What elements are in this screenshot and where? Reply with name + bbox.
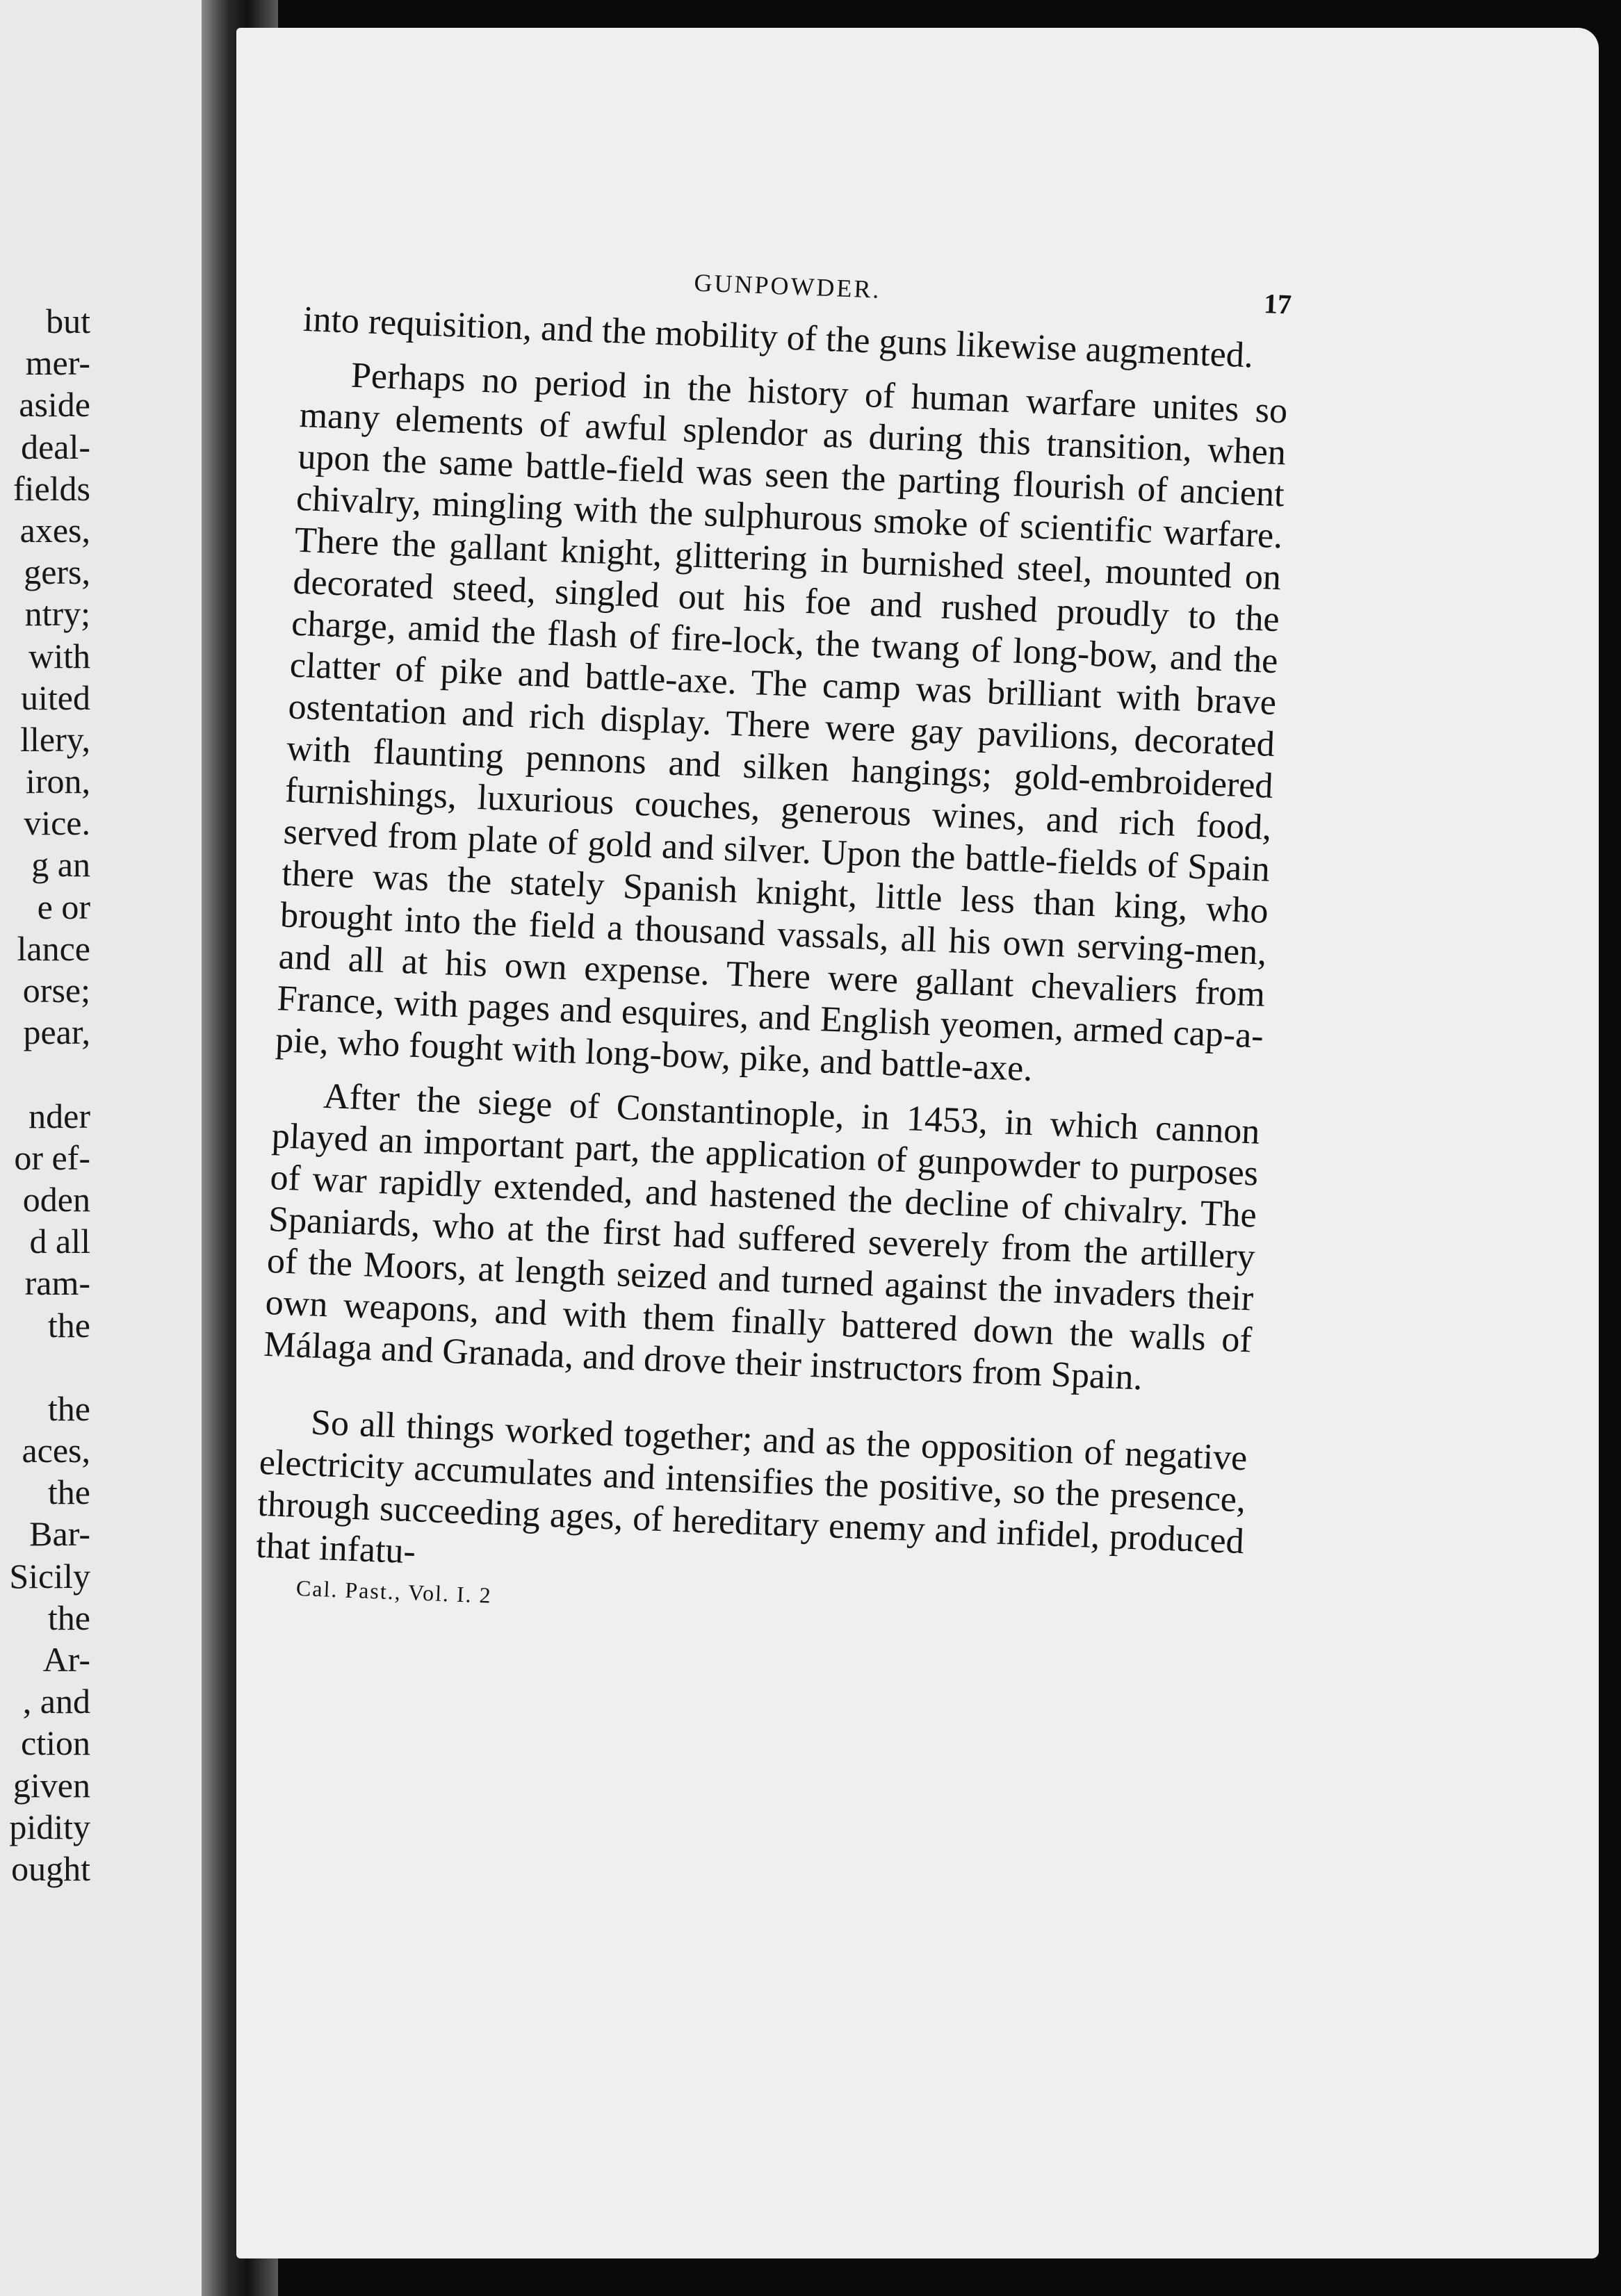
left-line-fragment: deal- xyxy=(21,427,90,466)
left-line-fragment: ought xyxy=(11,1848,90,1888)
left-line-fragment: vice. xyxy=(24,803,90,843)
left-line-fragment: orse; xyxy=(22,971,90,1010)
left-line-fragment: iron, xyxy=(25,762,90,801)
left-line-fragment: oden xyxy=(22,1179,90,1219)
left-line-fragment: mer- xyxy=(25,343,90,383)
paragraph: After the siege of Constantinople, in 1453, in which cannon played an important part, the application of gunpowder to purposes of war rapidly extended, and hastened the decline of chivalry. The Spaniards, who at the first had suffered severely from the artillery of the Moors, at length seized and turned against the invaders their own weapons, and with them finally battered down the walls of Málaga and Granada, and drove their instructors from Spain. xyxy=(263,1076,1261,1398)
left-line-fragment: pidity xyxy=(9,1807,90,1846)
left-line-fragment: fields xyxy=(13,468,90,508)
paragraph: So all things worked together; and as the opposition of negative electricity accumulates and intensifies the positive, so the presence, through succeeding ages, of hereditary enemy and infidel, produced that infatu- xyxy=(255,1402,1248,1572)
left-line-fragment: pear, xyxy=(23,1012,90,1052)
signature-mark: Cal. Past., Vol. I. 2 xyxy=(295,1575,493,1608)
running-title: GUNPOWDER. xyxy=(693,268,882,304)
left-line-fragment: uited xyxy=(21,678,90,717)
left-line-fragment: given xyxy=(13,1765,90,1805)
left-line-fragment: or ef- xyxy=(14,1138,90,1177)
body-text xyxy=(255,299,1290,1605)
left-line-fragment: with xyxy=(28,636,90,675)
left-line-fragment: g an xyxy=(31,845,90,885)
left-line-fragment: aside xyxy=(19,385,90,425)
left-line-fragment: axes, xyxy=(19,510,90,550)
left-page-text xyxy=(0,300,90,1889)
left-line-fragment: the xyxy=(47,1388,90,1428)
left-line-fragment: lance xyxy=(17,928,90,968)
left-line-fragment xyxy=(0,1053,90,1094)
left-line-fragment: e or xyxy=(37,887,90,926)
page-number: 17 xyxy=(1263,287,1292,320)
left-line-fragment: ram- xyxy=(24,1263,90,1303)
left-line-fragment: llery, xyxy=(20,719,90,759)
left-line-fragment: ntry; xyxy=(24,594,90,634)
left-line-fragment: the xyxy=(47,1473,90,1512)
left-line-fragment: ction xyxy=(21,1723,90,1763)
left-line-fragment: , and xyxy=(22,1682,90,1721)
left-line-fragment: nder xyxy=(28,1096,90,1135)
left-line-fragment: aces, xyxy=(22,1431,90,1470)
left-line-fragment xyxy=(0,1346,90,1388)
left-line-fragment: the xyxy=(47,1305,90,1345)
paragraph: into requisition, and the mobility of the guns likewise augmented. xyxy=(302,299,1254,376)
left-line-fragment: gers, xyxy=(24,552,90,592)
page-content xyxy=(254,250,1292,1637)
left-page xyxy=(0,0,202,2296)
left-line-fragment: d all xyxy=(29,1222,90,1261)
left-line-fragment: the xyxy=(47,1598,90,1637)
right-page xyxy=(236,28,1599,2258)
paragraph: Perhaps no period in the history of human warfare unites so many elements of awful splendor as during this transition, when upon the same battle-field was seen the parting flourish of ancient chivalry, mingling with the sulphurous smoke of scientific warfare. There the gallant knight, glittering in burnished steel, mounted on decorated steed, singled out his foe and rushed proudly to the charge, amid the flash of fire-lock, the twang of long-bow, and the clatter of pike and battle-axe. The camp was brilliant with brave ostentation and rich display. There were gay pavilions, decorated with flaunting pennons and silken hangings; gold-embroidered furnishings, luxurious couches, generous wines, and rich food, served from plate of gold and silver. Upon the battle-fields of Spain there was the stately Spanish knight, little less than king, who brought into the field a thousand vassals, all his own serving-men, and all at his own expense. There were gallant chevaliers from France, with pages and esquires, and English yeomen, armed cap-a-pie, who fought with long-bow, pike, and battle-axe. xyxy=(275,355,1289,1089)
left-line-fragment: Ar- xyxy=(42,1640,90,1679)
left-line-fragment: but xyxy=(46,302,90,341)
left-line-fragment: Sicily xyxy=(9,1556,90,1596)
left-line-fragment: Bar- xyxy=(29,1514,90,1554)
